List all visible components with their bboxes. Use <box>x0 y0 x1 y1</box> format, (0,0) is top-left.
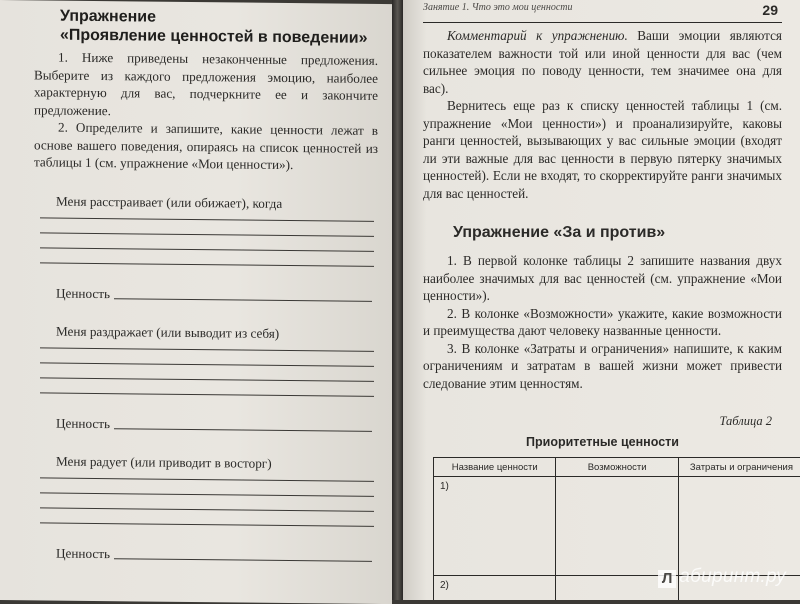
prompt-delight: Меня радует (или приводит в восторг) <box>56 453 378 472</box>
answer-line <box>40 217 374 221</box>
answer-line <box>40 477 374 481</box>
answer-line <box>40 232 374 236</box>
value-label: Ценность <box>56 415 110 432</box>
instruction-paragraph-1: 1. Ниже приведены незаконченные предложения. Выберите из каждого предложения эмоцию, наиболее характерную для вас, подчеркните ее и закончите предложение. <box>34 48 378 122</box>
table-header-name: Название ценности <box>434 458 556 477</box>
table-cell-row-label: 1) <box>434 477 556 576</box>
watermark-logo-icon: Л <box>658 570 676 588</box>
value-answer-line <box>114 558 372 562</box>
table-cell-row-label: 2) <box>434 576 556 601</box>
answer-line <box>40 362 374 366</box>
exercise-title-line2: «Проявление ценностей в поведении» <box>60 26 378 48</box>
exercise2-step-1: 1. В первой колонке таблицы 2 запишите названия двух наиболее значимых для вас ценностей (см. упражнение «Мои ценности»). <box>423 252 782 305</box>
comment-text: Ваши эмоции являются показателем важности той или иной ценности для вас (чем сильнее эмоция по поводу ценности, тем значимее она для вас). <box>423 28 782 96</box>
value-answer-line <box>114 428 372 432</box>
prompt-upset: Меня расстраивает (или обижает), когда <box>56 193 378 212</box>
value-answer-line <box>114 298 372 302</box>
page-header <box>423 0 782 23</box>
exercise2-title: Упражнение «За и против» <box>453 224 782 242</box>
table-header-opportunities: Возможности <box>556 458 678 477</box>
table-cell <box>556 477 678 576</box>
value-label: Ценность <box>56 545 110 562</box>
value-label: Ценность <box>56 285 110 302</box>
exercise2-step-2: 2. В колонке «Возможности» укажите, какие возможности и преимущества дают человеку названные ценности. <box>423 305 782 340</box>
instruction-paragraph-2: 2. Определите и запишите, какие ценности лежат в основе вашего поведения, опираясь на список ценностей из таблицы 1 (см. упражнение «Мои ценности»). <box>34 118 378 174</box>
left-page <box>0 0 392 604</box>
answer-line <box>40 392 374 396</box>
comment-paragraph <box>423 27 782 97</box>
return-paragraph: Вернитесь еще раз к списку ценностей таблицы 1 (см. упражнение «Мои ценности») и проанализируйте, каковы ранги ценностей, вызывающих у вас сильные эмоции (входят ли эти важные для вас ценности в первую пятерку значимых ценностей). Если не входят, то скорректируйте ранги значимых для вас ценностей. <box>423 97 782 202</box>
answer-line <box>40 377 374 381</box>
table-row <box>434 477 800 576</box>
answer-line <box>40 347 374 351</box>
table-cell <box>678 477 800 576</box>
answer-line <box>40 522 374 526</box>
table-title: Приоритетные ценности <box>423 435 782 449</box>
running-head: Занятие 1. Что это мои ценности <box>423 2 653 13</box>
answer-line <box>40 492 374 496</box>
exercise-title <box>60 7 378 48</box>
answer-line <box>40 507 374 511</box>
exercise-title-line1: Упражнение <box>60 7 378 29</box>
answer-line <box>40 247 374 251</box>
table-caption: Таблица 2 <box>423 414 772 429</box>
labirint-watermark <box>658 566 786 588</box>
page-number: 29 <box>762 2 778 18</box>
value-line-1 <box>56 285 378 304</box>
book-gutter <box>392 0 403 600</box>
prompt-irritate: Меня раздражает (или выводит из себя) <box>56 323 378 342</box>
table-header-costs: Затраты и ограничения <box>678 458 800 477</box>
value-line-3 <box>56 545 378 564</box>
value-line-2 <box>56 415 378 434</box>
answer-line <box>40 262 374 266</box>
right-page <box>403 0 800 600</box>
watermark-text: абиринт.ру <box>679 566 786 587</box>
comment-label: Комментарий к упражнению. <box>447 28 628 43</box>
exercise2-step-3: 3. В колонке «Затраты и ограничения» напишите, к каким ограничениям и затратам в вашей жизни может привести следование этим ценностям. <box>423 340 782 393</box>
